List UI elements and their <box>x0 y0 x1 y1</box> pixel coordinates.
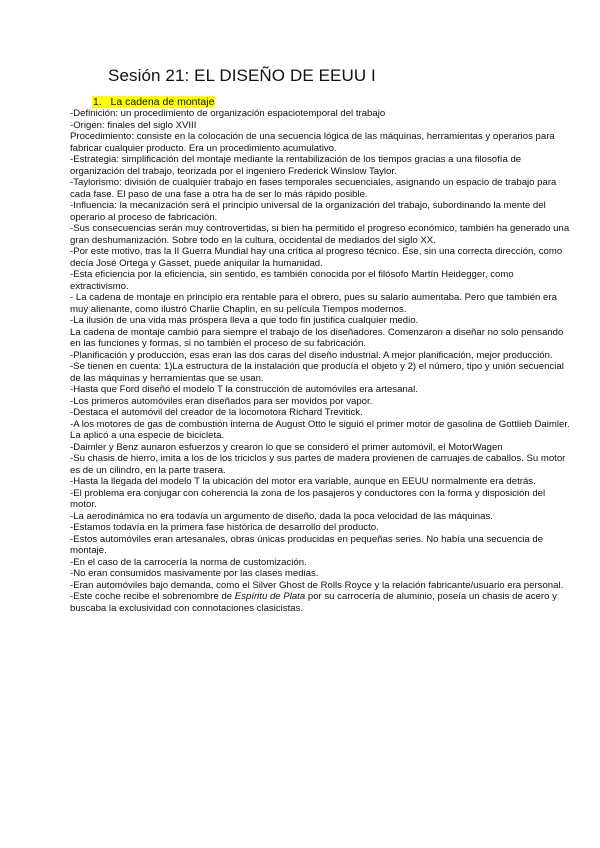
paragraph: -No eran consumidos masivamente por las clases medias. <box>70 568 319 579</box>
paragraph: La aplicó a una especie de bicicleta. <box>70 430 225 441</box>
paragraph: -En el caso de la carrocería la norma de customización. <box>70 556 307 568</box>
text-segment: -Este coche recibe el sobrenombre de <box>70 591 235 602</box>
paragraph: -Sus consecuencias serán muy controvertidas, si bien ha permitido el progreso económico, también ha generado una gran deshumanización. Sobre todo en la cultura, occidental de mediados del siglo XX. <box>70 223 570 246</box>
paragraph: -Destaca el automóvil del creador de la locomotora Richard Trevitick. <box>70 407 363 418</box>
paragraph: -Planificación y producción, esas eran las dos caras del diseño industrial. A mejor planificación, mejor producción. <box>70 349 553 361</box>
paragraph: -El problema era conjugar con coherencia la zona de los pasajeros y conductores con la forma y disposición del motor. <box>70 487 546 510</box>
section-label: La cadena de montaje <box>110 96 215 108</box>
paragraph: -A los motores de gas de combustión interna de August Otto le siguió el primer motor de gasolina de Gottlieb Daimler. <box>70 418 570 430</box>
italic-phrase: Espíritu de Plata <box>234 591 306 602</box>
paragraph: -Por este motivo, tras la II Guerra Mundial hay una crítica al progreso técnico. Ese, sin una correcta dirección, como decía José Ortega y Gasset, puede aniquilar la humanidad. <box>70 246 563 269</box>
paragraph: -Origen: finales del siglo XVIII <box>70 119 197 131</box>
paragraph: -Definición: un procedimiento de organización espaciotemporal del trabajo <box>70 108 386 119</box>
highlighted-heading <box>92 96 215 108</box>
paragraph: -La aerodinámica no era todavía un argumento de diseño, dada la poca velocidad de las máquinas. <box>70 510 493 522</box>
paragraph: -Hasta la llegada del modelo T la ubicación del motor era variable, aunque en EEUU normalmente era detrás. <box>70 476 536 487</box>
paragraph-last <box>70 591 570 614</box>
paragraph: -Estamos todavía en la primera fase histórica de desarrollo del producto. <box>70 522 379 533</box>
paragraph: -Estrategia: simplificación del montaje mediante la rentabilización de los tiempos gracias a una filosofía de organización del trabajo, teorizada por el ingeniero Frederick Winslow Taylor. <box>70 154 522 177</box>
document-body <box>70 108 570 614</box>
paragraph: -Daimler y Benz aunaron esfuerzos y crearon lo que se consideró el primer automóvil, el MotorWagen <box>70 441 503 453</box>
text-segment: por su carrocería de aluminio, poseía un chasis de acero y buscaba la exclusividad con connotaciones clasicistas. <box>70 591 557 614</box>
paragraph: -Los primeros automóviles eran diseñados para ser movidos por vapor. <box>70 395 373 407</box>
paragraph: -Se tienen en cuenta: 1)La estructura de la instalación que producía el objeto y 2) el número, tipo y unión secuencial de las máquinas y herramientas que se usan. <box>70 361 564 384</box>
paragraph: Procedimiento: consiste en la colocación de una secuencia lógica de las máquinas, herramientas y operarios para fabricar cualquier producto. Era un procedimiento acumulativo. <box>70 131 555 154</box>
paragraph: La cadena de montaje cambió para siempre el trabajo de los diseñadores. Comenzaron a diseñar no solo pensando en las funciones y formas, si no también el proceso de su fabricación. <box>70 326 564 349</box>
page-title: Sesión 21: EL DISEÑO DE EEUU I <box>108 66 376 85</box>
paragraph: -Hasta que Ford diseñó el modelo T la construcción de automóviles era artesanal. <box>70 384 418 395</box>
paragraph: -Eran automóviles bajo demanda, como el Silver Ghost de Rolls Royce y la relación fabricante/usuario era personal. <box>70 579 564 591</box>
paragraph: - La cadena de montaje en principio era rentable para el obrero, pues su salario aumentaba. Pero que también era muy alienante, como ilustró Charlie Chaplin, en su película Tiempos modernos. <box>70 292 557 315</box>
paragraph: -La ilusión de una vida más próspera lleva a que todo fin justifica cualquier medio. <box>70 315 419 326</box>
section-heading <box>92 96 215 108</box>
paragraph: -Influencia: la mecanización será el principio universal de la organización del trabajo, subordinando la mente del operario al proceso de fabricación. <box>70 200 546 223</box>
paragraph: -Estos automóviles eran artesanales, obras únicas producidas en pequeñas series. No había una secuencia de montaje. <box>70 533 544 556</box>
paragraph: -Su chasis de hierro, imita a los de los triciclos y sus partes de madera provienen de carruajes de caballos. Su motor es de un cilindro, en la parte trasera. <box>70 453 566 476</box>
paragraph: -Taylorismo: división de cualquier trabajo en fases temporales secuenciales, asignando un espacio de trabajo para cada fase. El paso de una fase a otra ha de ser lo más rápido posible. <box>70 177 557 200</box>
section-number: 1. <box>93 96 102 108</box>
paragraph: -Esta eficiencia por la eficiencia, sin sentido, es también conocida por el filósofo Martín Heidegger, como extractivismo. <box>70 269 514 292</box>
